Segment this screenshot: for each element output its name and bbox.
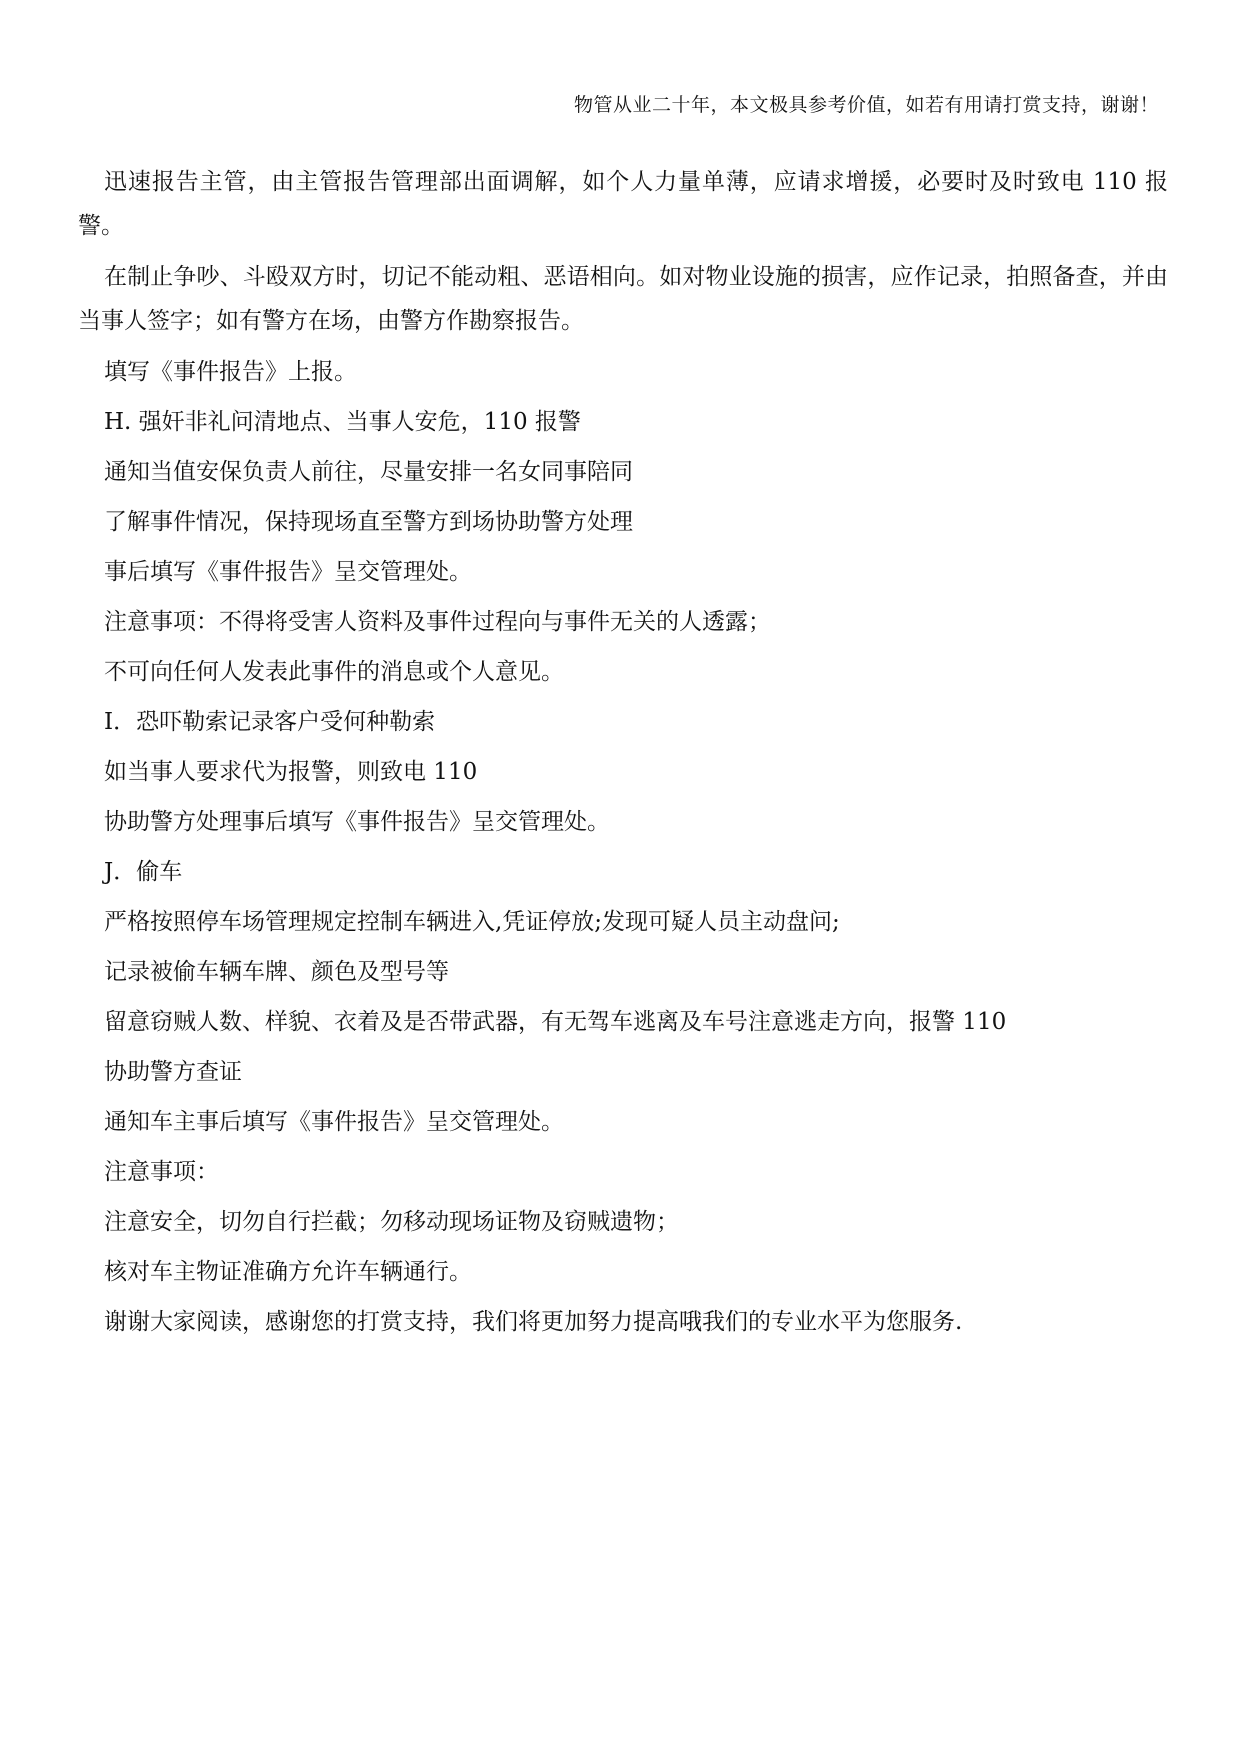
- paragraph-safety-first: 注意安全，切勿自行拦截；勿移动现场证物及窃贼遗物；: [104, 1209, 679, 1235]
- paragraph-stop-fight: 在制止争吵、斗殴双方时，切记不能动粗、恶语相向。如对物业设施的损害，应作记录，拍照备查，并由当事人签字；如有警方在场，由警方作勘察报告。: [78, 264, 1168, 334]
- section-heading-h: H. 强奸非礼问清地点、当事人安危，110 报警: [104, 409, 581, 435]
- paragraph-call-police: 如当事人要求代为报警，则致电 110: [104, 759, 478, 785]
- paragraph-keep-scene: 了解事件情况，保持现场直至警方到场协助警方处理: [104, 509, 633, 535]
- paragraph-parking-control: 严格按照停车场管理规定控制车辆进入,凭证停放;发现可疑人员主动盘问;: [104, 909, 840, 935]
- header-note: 物管从业二十年，本文极具参考价值，如若有用请打赏支持，谢谢！: [573, 94, 1159, 116]
- paragraph-assist-investigation: 协助警方查证: [104, 1059, 242, 1085]
- paragraph-report-supervisor: 迅速报告主管，由主管报告管理部出面调解，如个人力量单薄，应请求增援，必要时及时致电 110 报警。: [78, 169, 1168, 239]
- paragraph-verify-owner: 核对车主物证准确方允许车辆通行。: [104, 1259, 472, 1285]
- paragraph-notify-owner: 通知车主事后填写《事件报告》呈交管理处。: [104, 1109, 564, 1135]
- paragraph-submit-report: 事后填写《事件报告》呈交管理处。: [104, 559, 472, 585]
- paragraph-no-opinion: 不可向任何人发表此事件的消息或个人意见。: [104, 659, 564, 685]
- paragraph-observe-thief: 留意窃贼人数、样貌、衣着及是否带武器，有无驾车逃离及车号注意逃走方向，报警 110: [104, 1009, 1007, 1035]
- paragraph-assist-police: 协助警方处理事后填写《事件报告》呈交管理处。: [104, 809, 610, 835]
- paragraph-notify-security: 通知当值安保负责人前往，尽量安排一名女同事陪同: [104, 459, 633, 485]
- paragraph-record-vehicle: 记录被偷车辆车牌、颜色及型号等: [104, 959, 449, 985]
- paragraph-notice-heading: 注意事项：: [104, 1159, 219, 1185]
- section-heading-i: I．恐吓勒索记录客户受何种勒索: [104, 709, 436, 735]
- document-body: [78, 160, 1168, 1350]
- paragraph-notice-privacy: 注意事项：不得将受害人资料及事件过程向与事件无关的人透露；: [104, 609, 771, 635]
- paragraph-fill-report: 填写《事件报告》上报。: [104, 359, 357, 385]
- section-heading-j: J．偷车: [104, 859, 183, 885]
- paragraph-thanks: 谢谢大家阅读，感谢您的打赏支持，我们将更加努力提高哦我们的专业水平为您服务.: [104, 1309, 963, 1335]
